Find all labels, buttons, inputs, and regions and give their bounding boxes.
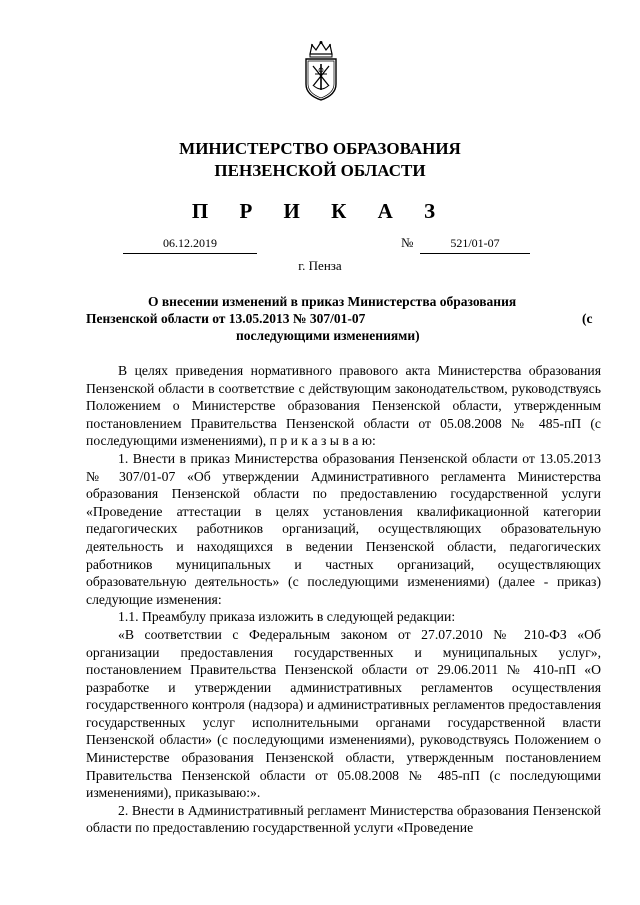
order-date: 06.12.2019 <box>163 236 217 250</box>
penza-coat-of-arms-icon <box>302 40 340 102</box>
order-title-line2: Пензенской области от 13.05.2013 № 307/01-07 <box>86 311 366 326</box>
number-underline <box>420 253 530 254</box>
order-body <box>86 362 601 837</box>
ministry-name-line2: ПЕНЗЕНСКОЙ ОБЛАСТИ <box>214 161 426 180</box>
number-sign: № <box>401 235 414 250</box>
paragraph-preamble: В целях приведения нормативного правового акта Министерства образования Пензенской области в соответствие с действующим законодательством, руководствуясь Положением о Министерстве образования Пензенской области, утвержденным постановлением Правительства Пензенской области от 05.08.2008 № 485-пП (с последующими изменениями), п р и к а з ы в а ю: <box>86 363 601 449</box>
paragraph-item-1: 1. Внести в приказ Министерства образования Пензенской области от 13.05.2013 № 307/01-07 «Об утверждении Административного регламента Министерства образования Пензенской области по предоставлению государственной услуги «Проведение аттестации в целях установления квалификационной категории педагогических работников организаций, осуществляющих образовательную деятельность и находящихся в ведении Пензенской области, педагогических работников муниципальных и частных организаций, осуществляющих образовательную деятельность» (с последующими изменениями) (далее - приказ) следующие изменения: <box>86 450 601 607</box>
date-underline <box>123 253 257 254</box>
paragraph-item-2: 2. Внести в Административный регламент Министерства образования Пензенской области по предоставлению государственной услуги «Проведение <box>86 802 601 836</box>
order-number: 521/01-07 <box>450 236 500 250</box>
order-title-line1: О внесении изменений в приказ Министерства образования <box>148 294 517 309</box>
paragraph-item-1-1: 1.1. Преамбулу приказа изложить в следующей редакции: <box>118 609 456 625</box>
order-title-line2-tail: (с <box>582 311 593 326</box>
ministry-name-line1: МИНИСТЕРСТВО ОБРАЗОВАНИЯ <box>179 139 461 158</box>
document-type-heading: П Р И К А З <box>191 199 449 223</box>
paragraph-quoted-preamble: «В соответствии с Федеральным законом от 27.07.2010 № 210-ФЗ «Об организации предоставления государственных и муниципальных услуг», постановлением Правительства Пензенской области от 29.06.2011 № 410-пП «О разработке и утверждении административных регламентов осуществления государственного контроля (надзора) и административных регламентов предоставления государственных услуг исполнительными органами государственной власти Пензенской области» (с последующими изменениями), руководствуясь Положением о Министерстве образования Пензенской области, утвержденным постановлением Правительства Пензенской области от 05.08.2008 № 485-пП (с последующими изменениями), приказываю:». <box>86 626 601 801</box>
city: г. Пенза <box>298 258 342 273</box>
order-title-line3: последующими изменениями) <box>236 328 420 343</box>
